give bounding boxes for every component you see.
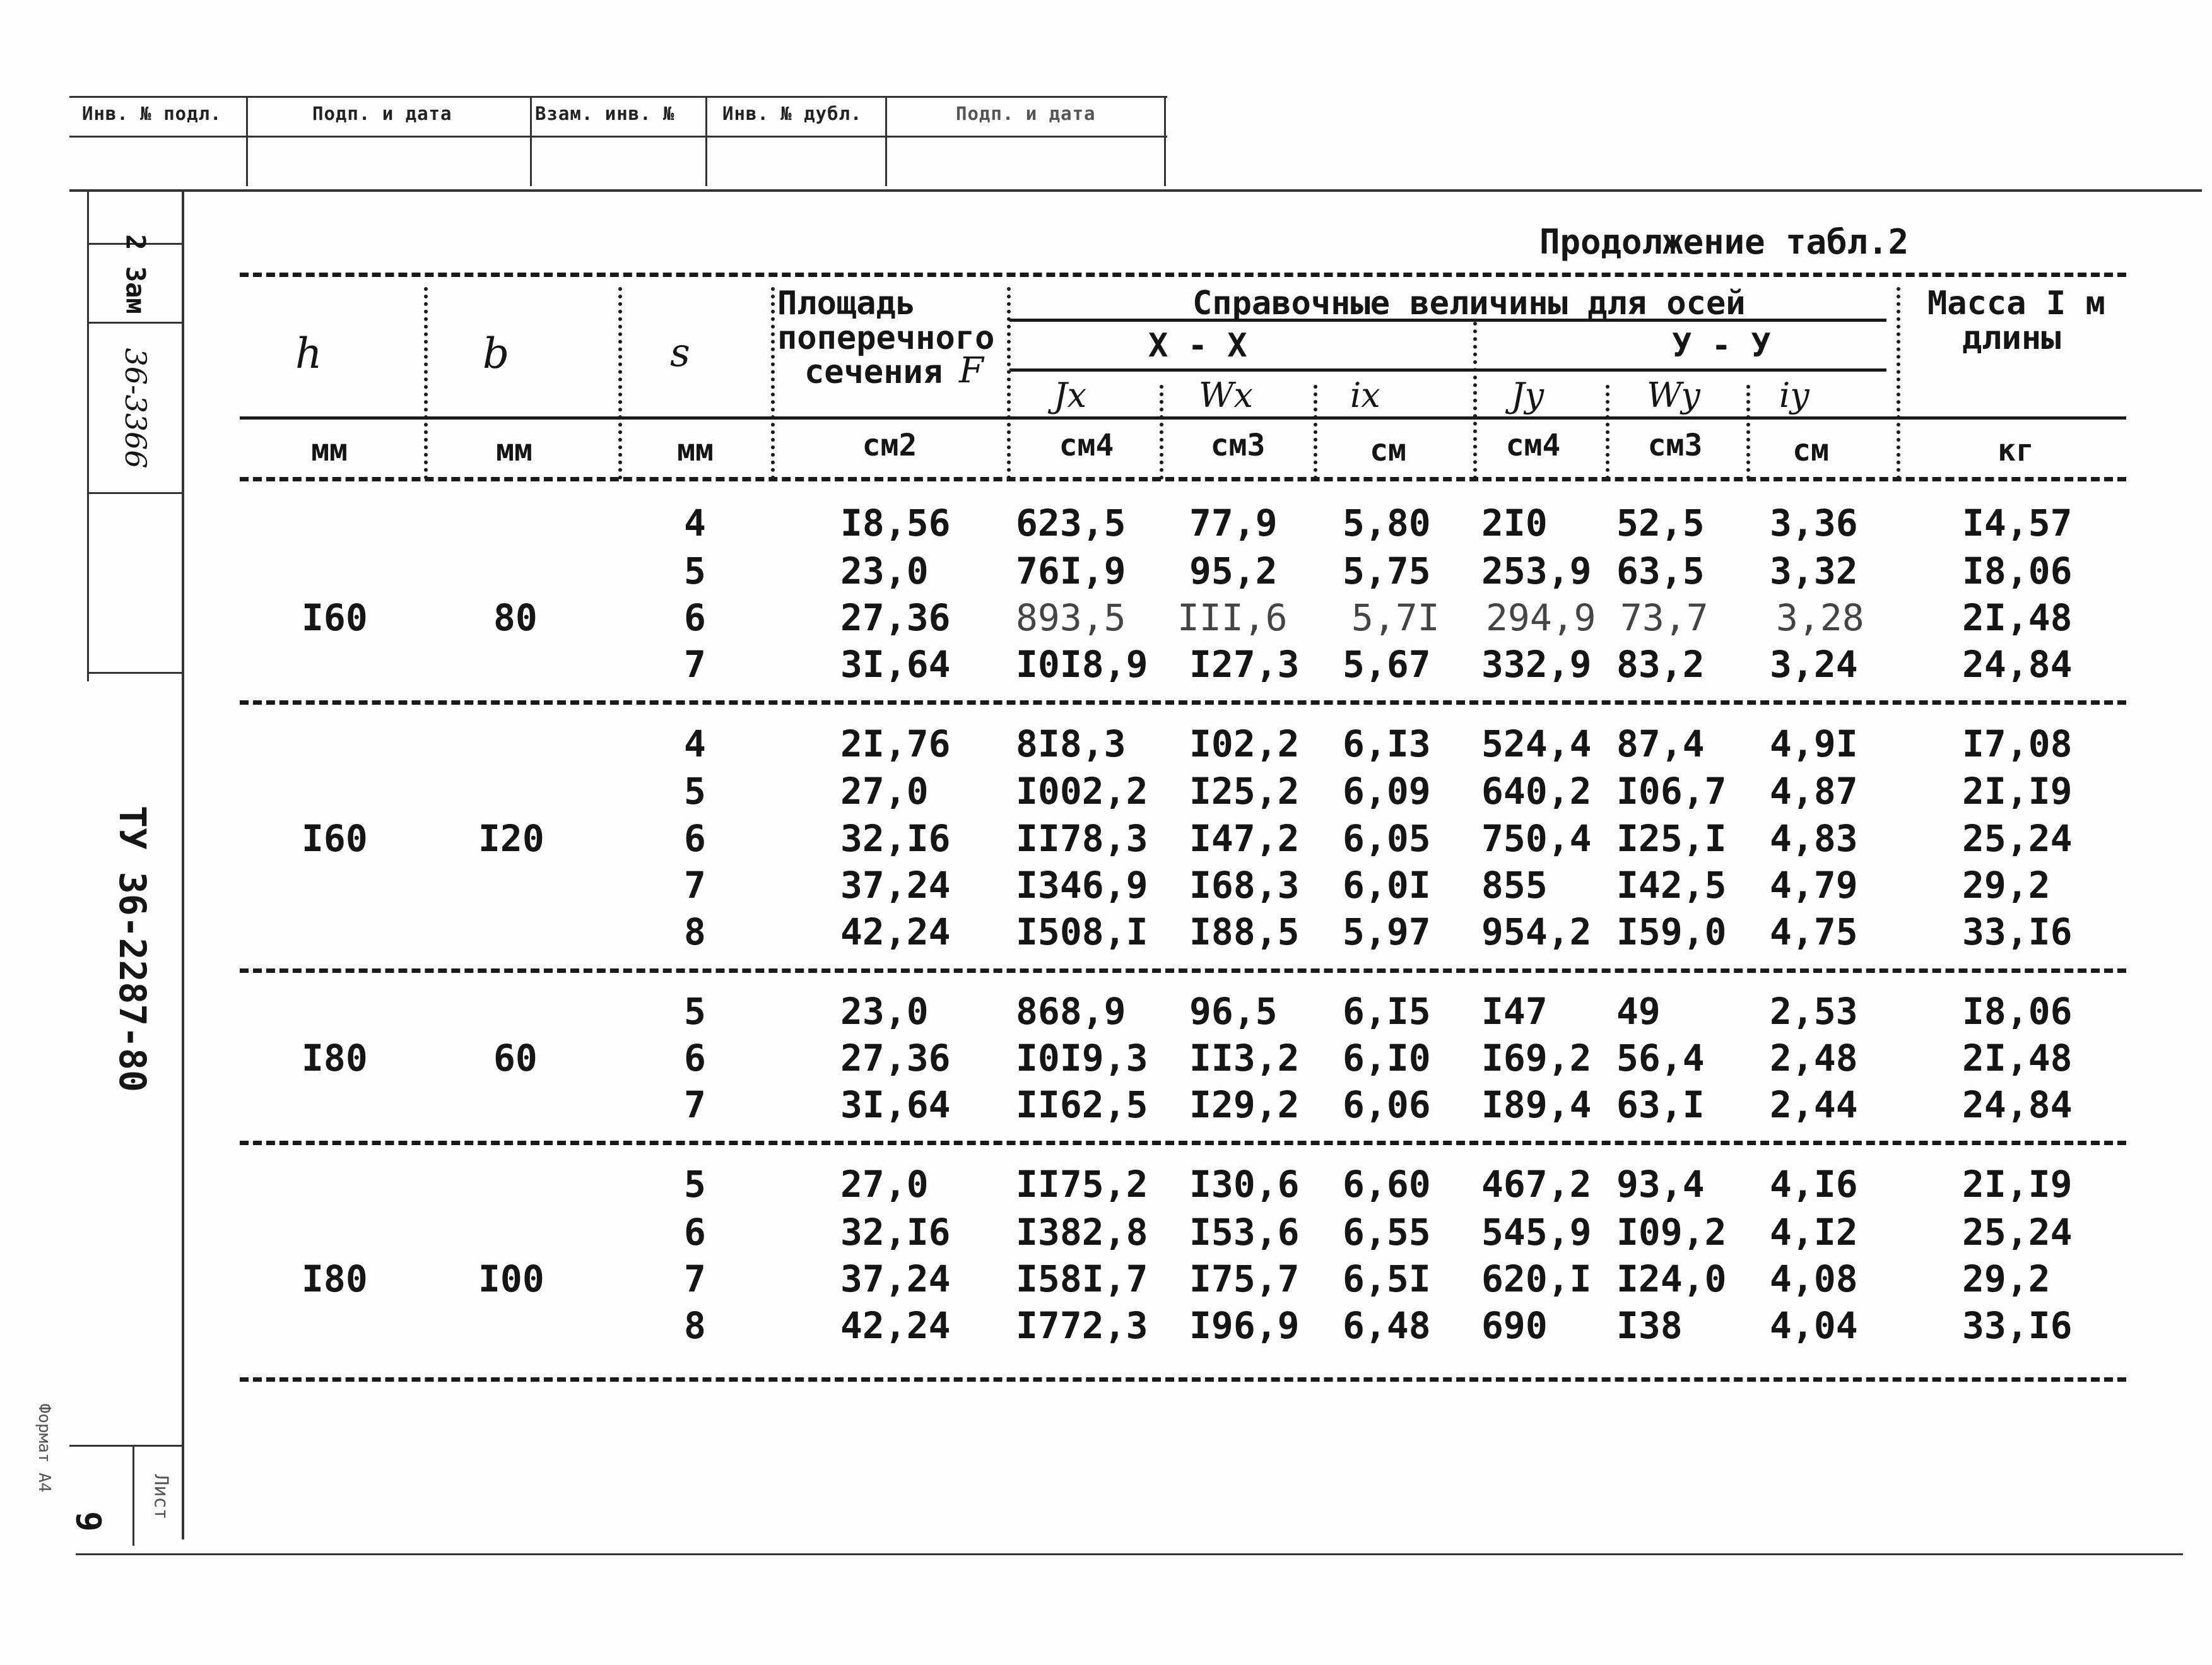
unit-mass: кг	[1997, 433, 2034, 468]
sheet-box-divider	[132, 1445, 134, 1546]
cell-area: 23,0	[840, 550, 929, 592]
cell-iy: 4,83	[1770, 817, 1858, 860]
header-area-line2: поперечного	[777, 319, 995, 357]
cell-jx: 8I8,3	[1016, 722, 1126, 765]
unit-area: см2	[862, 428, 917, 463]
cell-iy: 3,28	[1776, 596, 1864, 639]
header-top-rule	[240, 273, 2126, 277]
cell-wx: I53,6	[1189, 1211, 1300, 1254]
margin-row-line	[87, 672, 182, 674]
cell-mass: 24,84	[1962, 643, 2073, 686]
cell-jy: 467,2	[1481, 1163, 1592, 1206]
header-jx: Jx	[1054, 375, 1087, 415]
cell-wx: II3,2	[1189, 1037, 1300, 1080]
header-wy: Wy	[1647, 375, 1700, 415]
table-bottom-rule	[240, 1377, 2126, 1382]
cell-area: 42,24	[840, 1304, 951, 1347]
group-h-value: I80	[302, 1257, 368, 1300]
unit-ix: см	[1370, 433, 1406, 468]
cell-iy: 4,75	[1770, 910, 1858, 953]
sheet-number: 9	[68, 1511, 109, 1532]
cell-iy: 2,44	[1770, 1083, 1858, 1126]
cell-wx: I30,6	[1189, 1163, 1300, 1206]
group-b-value: I00	[478, 1257, 544, 1300]
cell-wy: I38	[1616, 1304, 1683, 1347]
unit-b: мм	[496, 433, 532, 468]
cell-area: 27,36	[840, 596, 951, 639]
cell-wx: III,6	[1177, 596, 1288, 639]
cell-area: 3I,64	[840, 643, 951, 686]
group-b-value: I20	[478, 817, 544, 860]
cell-jy: 294,9	[1486, 596, 1596, 639]
cell-ix: 6,I5	[1343, 990, 1431, 1033]
cell-mass: 24,84	[1962, 1083, 2073, 1126]
margin-border-line	[182, 189, 184, 1539]
cell-jx: 868,9	[1016, 990, 1126, 1033]
unit-jx: см4	[1059, 428, 1114, 463]
column-separator	[1160, 385, 1163, 479]
cell-jx: I58I,7	[1016, 1257, 1148, 1300]
stamp-mid-line	[69, 136, 1167, 138]
unit-h: мм	[311, 433, 348, 468]
cell-wx: I75,7	[1189, 1257, 1300, 1300]
cell-area: 27,0	[840, 770, 929, 813]
cell-jx: II62,5	[1016, 1083, 1148, 1126]
cell-ix: 5,97	[1343, 910, 1431, 953]
cell-iy: 3,24	[1770, 643, 1858, 686]
header-b: b	[483, 329, 510, 378]
cell-mass: 2I,48	[1962, 596, 2073, 639]
cell-jx: II78,3	[1016, 817, 1148, 860]
cell-ix: 6,55	[1343, 1211, 1431, 1254]
cell-iy: 4,9I	[1770, 722, 1858, 765]
group-h-value: I60	[302, 817, 368, 860]
page-top-border	[69, 189, 2202, 192]
cell-area: 27,36	[840, 1037, 951, 1080]
stamp-divider	[246, 98, 248, 186]
cell-jx: I346,9	[1016, 864, 1148, 907]
cell-jy: 524,4	[1481, 722, 1592, 765]
group-separator	[240, 700, 2126, 705]
cell-jx: I0I9,3	[1016, 1037, 1148, 1080]
cell-mass: 2I,48	[1962, 1037, 2073, 1080]
cell-jy: 640,2	[1481, 770, 1592, 813]
cell-wx: 77,9	[1189, 502, 1278, 544]
cell-s: 6	[684, 1037, 706, 1080]
cell-s: 8	[684, 910, 706, 953]
header-mass-line2: длины	[1962, 319, 2061, 357]
stamp-divider	[885, 98, 887, 186]
cell-wy: 73,7	[1620, 596, 1709, 639]
header-area-symbol: F	[959, 350, 984, 391]
cell-ix: 6,I3	[1343, 722, 1431, 765]
cell-wy: 52,5	[1616, 502, 1705, 544]
cell-ix: 6,0I	[1343, 864, 1431, 907]
cell-iy: 4,I6	[1770, 1163, 1858, 1206]
stamp-field-signature-date-2: Подп. и дата	[956, 103, 1096, 124]
cell-ix: 6,05	[1343, 817, 1431, 860]
cell-iy: 4,08	[1770, 1257, 1858, 1300]
column-separator	[1314, 385, 1317, 479]
cell-mass: 2I,I9	[1962, 1163, 2073, 1206]
cell-wx: I47,2	[1189, 817, 1300, 860]
cell-jy: 750,4	[1481, 817, 1592, 860]
margin-inner-line	[87, 189, 89, 681]
group-separator	[240, 1141, 2126, 1145]
cell-jx: 893,5	[1016, 596, 1126, 639]
cell-ix: 5,7I	[1351, 596, 1440, 639]
cell-wx: 95,2	[1189, 550, 1278, 592]
cell-jx: I772,3	[1016, 1304, 1148, 1347]
cell-wx: I29,2	[1189, 1083, 1300, 1126]
column-separator	[1746, 385, 1750, 479]
document-code: ТУ 36-2287-80	[111, 806, 154, 1092]
header-ix: ix	[1350, 375, 1380, 415]
cell-iy: 2,53	[1770, 990, 1858, 1033]
group-h-value: I60	[302, 596, 368, 639]
cell-jy: 690	[1481, 1304, 1548, 1347]
cell-wx: I02,2	[1189, 722, 1300, 765]
cell-ix: 6,5I	[1343, 1257, 1431, 1300]
column-separator	[1007, 287, 1011, 479]
cell-area: I8,56	[840, 502, 951, 544]
format-label: Формат А4	[35, 1403, 54, 1493]
cell-s: 6	[684, 817, 706, 860]
cell-iy: 3,36	[1770, 502, 1858, 544]
column-separator	[1473, 322, 1477, 479]
cell-ix: 6,60	[1343, 1163, 1431, 1206]
cell-ix: 6,09	[1343, 770, 1431, 813]
group-b-value: 60	[493, 1037, 538, 1080]
stamp-divider	[705, 98, 707, 186]
header-reference-group: Справочные величины для осей	[1192, 285, 1746, 322]
cell-wy: 56,4	[1616, 1037, 1705, 1080]
group-b-value: 80	[493, 596, 538, 639]
cell-jy: 2I0	[1481, 502, 1548, 544]
group-separator	[240, 968, 2126, 973]
cell-ix: 5,67	[1343, 643, 1431, 686]
cell-jx: 76I,9	[1016, 550, 1126, 592]
cell-iy: 4,I2	[1770, 1211, 1858, 1254]
cell-s: 7	[684, 1083, 706, 1126]
cell-s: 4	[684, 722, 706, 765]
cell-jx: I508,I	[1016, 910, 1148, 953]
cell-jy: 332,9	[1481, 643, 1592, 686]
margin-row-line	[87, 492, 182, 494]
cell-s: 6	[684, 1211, 706, 1254]
cell-s: 5	[684, 550, 706, 592]
unit-wx: см3	[1210, 428, 1266, 463]
cell-wy: I06,7	[1616, 770, 1727, 813]
cell-wy: 63,5	[1616, 550, 1705, 592]
cell-iy: 4,87	[1770, 770, 1858, 813]
cell-jx: I382,8	[1016, 1211, 1148, 1254]
header-mass-line1: Масса I м	[1927, 285, 2105, 322]
header-s: s	[670, 329, 690, 375]
cell-wx: I27,3	[1189, 643, 1300, 686]
cell-wy: 93,4	[1616, 1163, 1705, 1206]
cell-s: 7	[684, 864, 706, 907]
stamp-divider	[530, 98, 532, 186]
cell-area: 42,24	[840, 910, 951, 953]
cell-s: 7	[684, 1257, 706, 1300]
sheet-box-line	[69, 1445, 183, 1447]
unit-wy: см3	[1647, 428, 1703, 463]
cell-area: 37,24	[840, 1257, 951, 1300]
cell-wy: I59,0	[1616, 910, 1727, 953]
stamp-field-signature-date: Подп. и дата	[312, 103, 452, 124]
cell-area: 2I,76	[840, 722, 951, 765]
cell-wx: I88,5	[1189, 910, 1300, 953]
table-caption: Продолжение табл.2	[1539, 222, 1909, 262]
cell-jx: I0I8,9	[1016, 643, 1148, 686]
column-separator	[618, 287, 622, 479]
cell-mass: 25,24	[1962, 1211, 2073, 1254]
cell-jy: 855	[1481, 864, 1548, 907]
cell-area: 27,0	[840, 1163, 929, 1206]
cell-mass: I8,06	[1962, 550, 2073, 592]
cell-s: 8	[684, 1304, 706, 1347]
column-separator	[771, 287, 775, 479]
cell-mass: I4,57	[1962, 502, 2073, 544]
change-document-number: 36-3366	[119, 348, 153, 469]
stamp-top-line	[69, 96, 1167, 98]
header-jy: Jy	[1511, 375, 1544, 415]
cell-wx: 96,5	[1189, 990, 1278, 1033]
cell-mass: 25,24	[1962, 817, 2073, 860]
change-label: 2 Зам	[120, 234, 151, 314]
cell-mass: I8,06	[1962, 990, 2073, 1033]
cell-mass: 33,I6	[1962, 1304, 2073, 1347]
cell-wx: I68,3	[1189, 864, 1300, 907]
cell-s: 7	[684, 643, 706, 686]
cell-jy: 620,I	[1481, 1257, 1592, 1300]
cell-wy: 87,4	[1616, 722, 1705, 765]
cell-ix: 6,I0	[1343, 1037, 1431, 1080]
cell-ix: 5,75	[1343, 550, 1431, 592]
stamp-field-original-inv: Инв. № подл.	[82, 103, 222, 124]
cell-ix: 6,48	[1343, 1304, 1431, 1347]
unit-iy: см	[1792, 433, 1829, 468]
cell-wy: I24,0	[1616, 1257, 1727, 1300]
header-wx: Wx	[1199, 375, 1253, 415]
cell-s: 5	[684, 1163, 706, 1206]
units-bottom-rule	[240, 477, 2126, 481]
cell-mass: I7,08	[1962, 722, 2073, 765]
cell-wy: I25,I	[1616, 817, 1727, 860]
cell-mass: 29,2	[1962, 1257, 2050, 1300]
cell-jx: 623,5	[1016, 502, 1126, 544]
cell-s: 5	[684, 990, 706, 1033]
cell-s: 4	[684, 502, 706, 544]
group-h-value: I80	[302, 1037, 368, 1080]
unit-jy: см4	[1505, 428, 1561, 463]
cell-jy: 545,9	[1481, 1211, 1592, 1254]
cell-area: 37,24	[840, 864, 951, 907]
header-rule	[240, 416, 2126, 420]
cell-mass: 33,I6	[1962, 910, 2073, 953]
cell-wx: I96,9	[1189, 1304, 1300, 1347]
cell-jy: 954,2	[1481, 910, 1592, 953]
cell-s: 6	[684, 596, 706, 639]
cell-wx: I25,2	[1189, 770, 1300, 813]
cell-iy: 4,04	[1770, 1304, 1858, 1347]
cell-jy: I89,4	[1481, 1083, 1592, 1126]
cell-jy: I47	[1481, 990, 1548, 1033]
header-axis-y: У - У	[1672, 327, 1771, 365]
cell-area: 23,0	[840, 990, 929, 1033]
cell-area: 32,I6	[840, 1211, 951, 1254]
cell-jx: I002,2	[1016, 770, 1148, 813]
cell-wy: 83,2	[1616, 643, 1705, 686]
cell-iy: 3,32	[1770, 550, 1858, 592]
column-separator	[424, 287, 428, 479]
cell-jx: II75,2	[1016, 1163, 1148, 1206]
stamp-divider	[1164, 98, 1166, 186]
header-iy: iy	[1779, 375, 1809, 415]
column-separator	[1897, 287, 1900, 479]
cell-area: 32,I6	[840, 817, 951, 860]
cell-wy: I09,2	[1616, 1211, 1727, 1254]
cell-mass: 2I,I9	[1962, 770, 2073, 813]
sheet-label: Лист	[150, 1474, 172, 1520]
cell-iy: 2,48	[1770, 1037, 1858, 1080]
cell-wy: 49	[1616, 990, 1661, 1033]
cell-iy: 4,79	[1770, 864, 1858, 907]
cell-mass: 29,2	[1962, 864, 2050, 907]
cell-wy: 63,I	[1616, 1083, 1705, 1126]
stamp-field-duplicate-inv: Инв. № дубл.	[722, 103, 862, 124]
cell-s: 5	[684, 770, 706, 813]
cell-jy: I69,2	[1481, 1037, 1592, 1080]
cell-jy: 253,9	[1481, 550, 1592, 592]
page-bottom-border	[76, 1553, 2183, 1555]
cell-area: 3I,64	[840, 1083, 951, 1126]
header-area-line1: Площадь	[777, 285, 916, 322]
header-axis-x: X - X	[1148, 327, 1247, 365]
header-area-line3: сечения	[804, 353, 943, 391]
cell-wy: I42,5	[1616, 864, 1727, 907]
header-h: h	[295, 329, 322, 378]
cell-ix: 5,80	[1343, 502, 1431, 544]
stamp-field-replacement-inv: Взам. инв. №	[535, 103, 675, 124]
cell-ix: 6,06	[1343, 1083, 1431, 1126]
column-separator	[1606, 385, 1609, 479]
unit-s: мм	[677, 433, 714, 468]
axis-rule	[1009, 368, 1886, 372]
